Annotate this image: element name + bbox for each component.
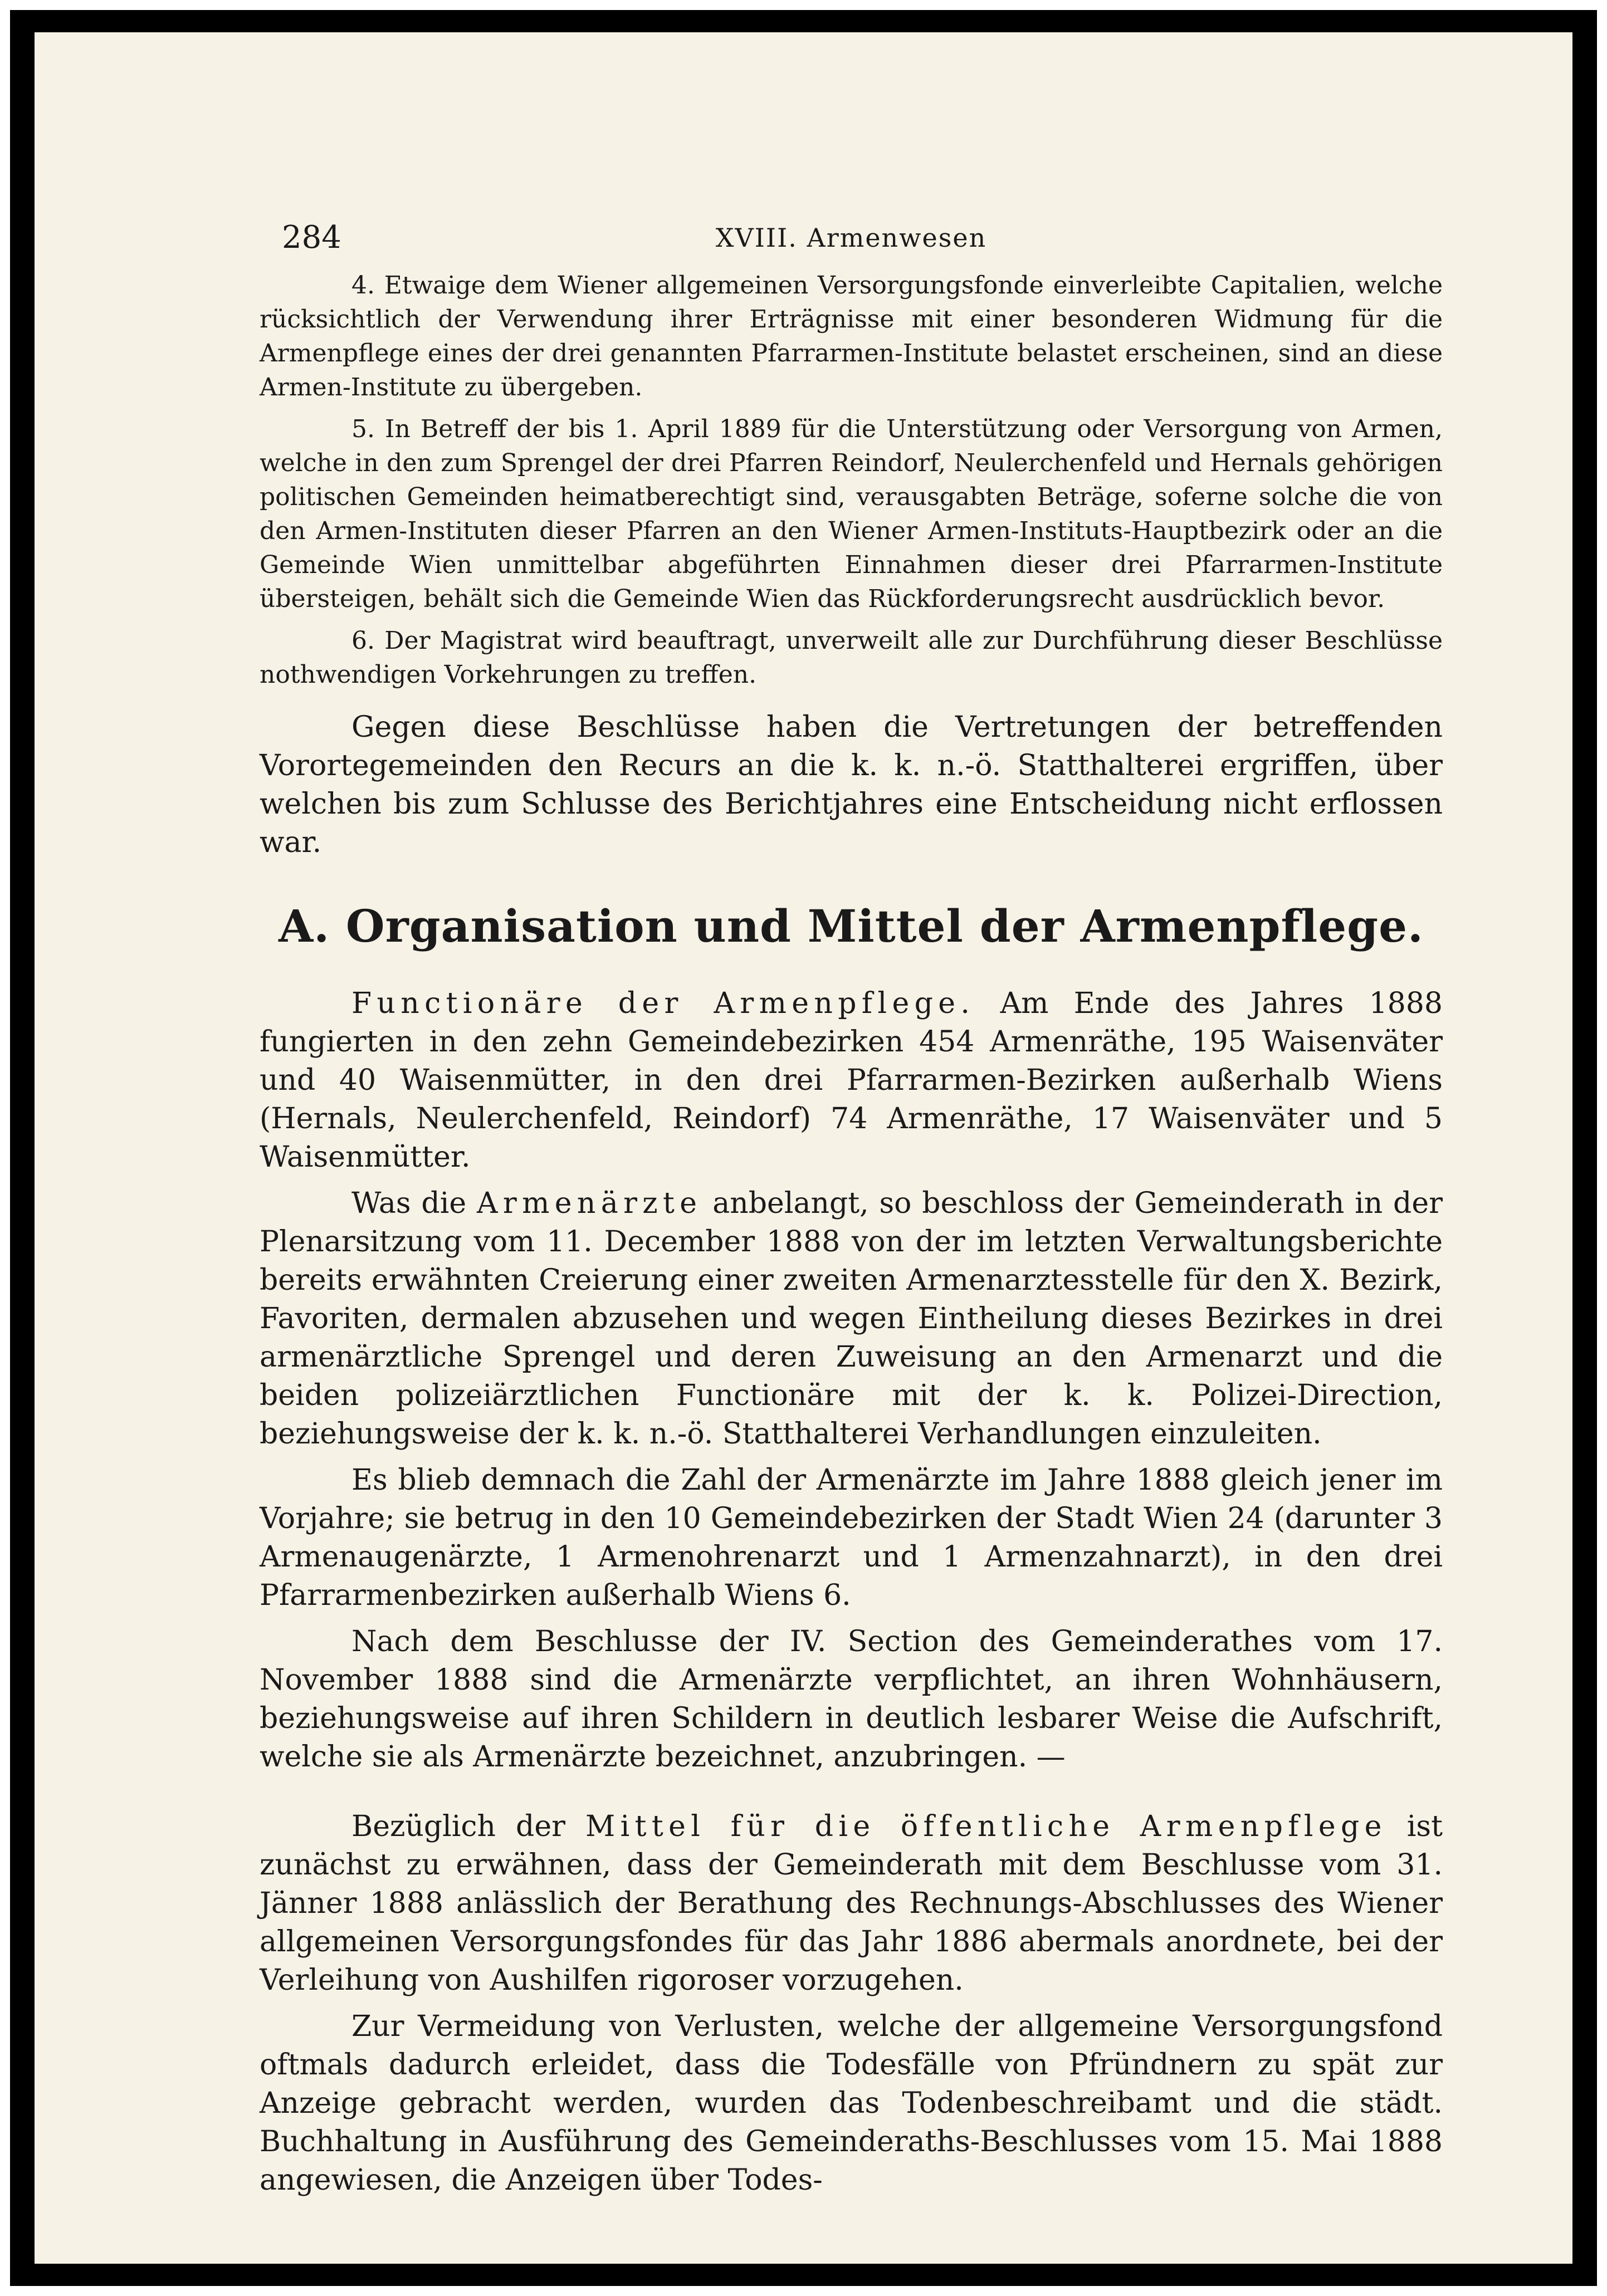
doctors-text: anbelangt, so beschloss der Gemeinderath in der Plenarsitzung vom 11. December 1888 von der im letzten Verwaltungsberichte bereits erwähnten Creierung einer zweiten Armenarztesstelle für den X. Bezirk, Favoriten, dermalen abzusehen und wegen Eintheilung dieses Bezirkes in drei armenärztliche Sprengel und deren Zuweisung an den Armenarzt und die beiden polizeiärztlichen Functionäre mit der k. k. Polizei-Direction, beziehungsweise der k. k. n.-ö. Statthalterei Verhandlungen einzuleiten.: [260, 1187, 1443, 1451]
means-pre: Bezüglich der: [351, 1810, 586, 1843]
functionaries-text: Am Ende des Jahres 1888 fungierten in den zehn Gemeindebezirken 454 Armenräthe, 195 Waisenväter und 40 Waisenmütter, in den drei Pfarrarmen-Bezirken außerhalb Wiens (Hernals, Neulerchenfeld, Reindorf) 74 Armenräthe, 17 Waisenväter und 5 Waisenmütter.: [260, 987, 1443, 1174]
means-text: ist zunächst zu erwähnen, dass der Gemeinderath mit dem Beschlusse vom 31. Jänner 1888 anlässlich der Berathung des Rechnungs-Abschlusses des Wiener allgemeinen Versorgungsfondes für das Jahr 1886 abermals anordnete, bei der Verleihung von Aushilfen rigoroser vorzugehen.: [260, 1810, 1443, 1997]
running-head: [260, 199, 1443, 261]
scan-border: [10, 10, 1597, 2286]
section-heading: A. Organisation und Mittel der Armenpflege.: [279, 900, 1424, 952]
resolution-4: 4. Etwaige dem Wiener allgemeinen Versorgungsfonde einverleibte Capitalien, welche rücksichtlich der Verwendung ihrer Erträgnisse mit einer besonderen Widmung für die Armenpflege eines der drei genannten Pfarrarmen-Institute belastet erscheinen, sind an diese Armen-Institute zu übergeben.: [260, 271, 1443, 402]
doctor-count-paragraph: Es blieb demnach die Zahl der Armenärzte im Jahre 1888 gleich jener im Vorjahre; sie betrug in den 10 Gemeindebezirken der Stadt Wien 24 (darunter 3 Armenaugenärzte, 1 Armenohrenarzt und 1 Armenzahnarzt), in den drei Pfarrarmenbezirken außerhalb Wiens 6.: [260, 1463, 1443, 1612]
resolution-6: 6. Der Magistrat wird beauftragt, unverweilt alle zur Durchführung dieser Beschlüsse nothwendigen Vorkehrungen zu treffen.: [260, 626, 1443, 689]
resolution-5: 5. In Betreff der bis 1. April 1889 für die Unterstützung oder Versorgung von Armen, welche in den zum Sprengel der drei Pfarren Reindorf, Neulerchenfeld und Hernals gehörigen politischen Gemeinden heimatberechtigt sind, verausgabten Beträge, soferne solche die von den Armen-Instituten dieser Pfarren an den Wiener Armen-Instituts-Hauptbezirk oder an die Gemeinde Wien unmittelbar abgeführten Einnahmen dieser drei Pfarrarmen-Institute übersteigen, behält sich die Gemeinde Wien das Rückforderungsrecht ausdrücklich bevor.: [260, 415, 1443, 613]
losses-paragraph: Zur Vermeidung von Verlusten, welche der allgemeine Versorgungsfond oftmals dadurch erleidet, dass die Todesfälle von Pfründnern zu spät zur Anzeige gebracht werden, wurden das Todenbeschreibamt und die städt. Buchhaltung in Ausführung des Gemeinderaths-Beschlusses vom 15. Mai 1888 angewiesen, die Anzeigen über Todes-: [260, 2010, 1443, 2197]
page: [35, 32, 1572, 2264]
doctors-lead: Armenärzte: [476, 1187, 702, 1220]
means-paragraph: [260, 1808, 1443, 2000]
page-content: [260, 199, 1443, 2200]
running-title: XVIII. Armenwesen: [715, 223, 987, 253]
recourse-paragraph: Gegen diese Beschlüsse haben die Vertretungen der betreffenden Vorortegemeinden den Recurs an die k. k. n.-ö. Statthalterei ergriffen, über welchen bis zum Schlusse des Berichtjahres eine Entscheidung nicht erflossen war.: [260, 711, 1443, 859]
functionaries-paragraph: [260, 985, 1443, 1177]
signage-paragraph: Nach dem Beschlusse der IV. Section des Gemeinderathes vom 17. November 1888 sind die Armenärzte verpflichtet, an ihren Wohnhäusern, beziehungsweise auf ihren Schildern in deutlich lesbarer Weise die Aufschrift, welche sie als Armenärzte bezeichnet, anzubringen. —: [260, 1625, 1443, 1774]
doctors-paragraph: [260, 1184, 1443, 1453]
doctors-pre: Was die: [351, 1187, 477, 1220]
page-number: 284: [282, 219, 341, 256]
means-lead: Mittel für die öffentliche Armenpflege: [585, 1810, 1387, 1843]
functionaries-lead: Functionäre der Armenpflege.: [351, 987, 975, 1020]
